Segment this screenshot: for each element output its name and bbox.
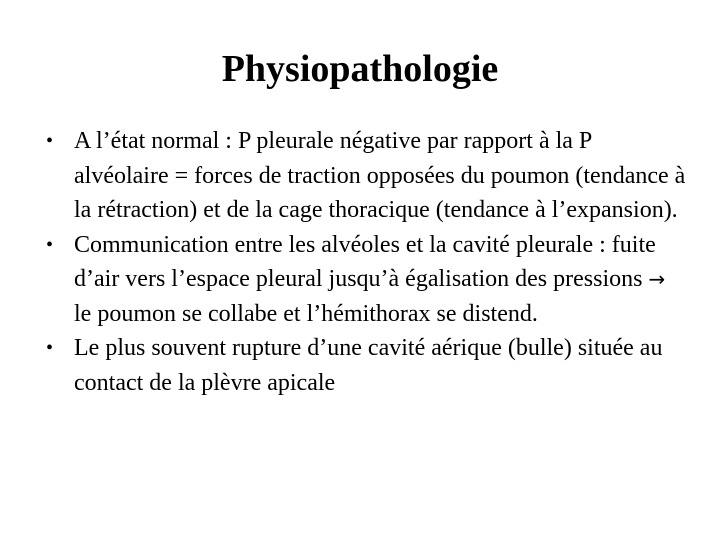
bullet-list — [46, 124, 686, 400]
bullet-text: A l’état normal : P pleurale négative par rapport à la P alvéolaire = forces de traction opposées du poumon (tendance à la rétraction) et de la cage thoracique (tendance à l’expansion). — [74, 128, 686, 223]
bullet-text-part: Communication entre les alvéoles et la cavité pleurale : fuite d’air vers l’espace pleural jusqu’à égalisation des pressions — [74, 231, 656, 292]
bullet-text-part: le poumon se collabe et l’hémithorax se distend. — [74, 300, 538, 327]
slide-title: Physiopathologie — [221, 48, 499, 90]
bullet-item — [46, 124, 686, 228]
bullet-dot-icon: • — [46, 233, 54, 256]
bullet-dot-icon: • — [46, 130, 54, 152]
bullet-dot-icon: • — [46, 337, 54, 359]
bullet-item — [46, 331, 686, 400]
right-arrow-icon: → — [648, 267, 666, 291]
bullet-item — [46, 228, 686, 332]
bullet-text: Le plus souvent rupture d’une cavité aérique (bulle) située au contact de la plèvre apicale — [74, 335, 663, 396]
